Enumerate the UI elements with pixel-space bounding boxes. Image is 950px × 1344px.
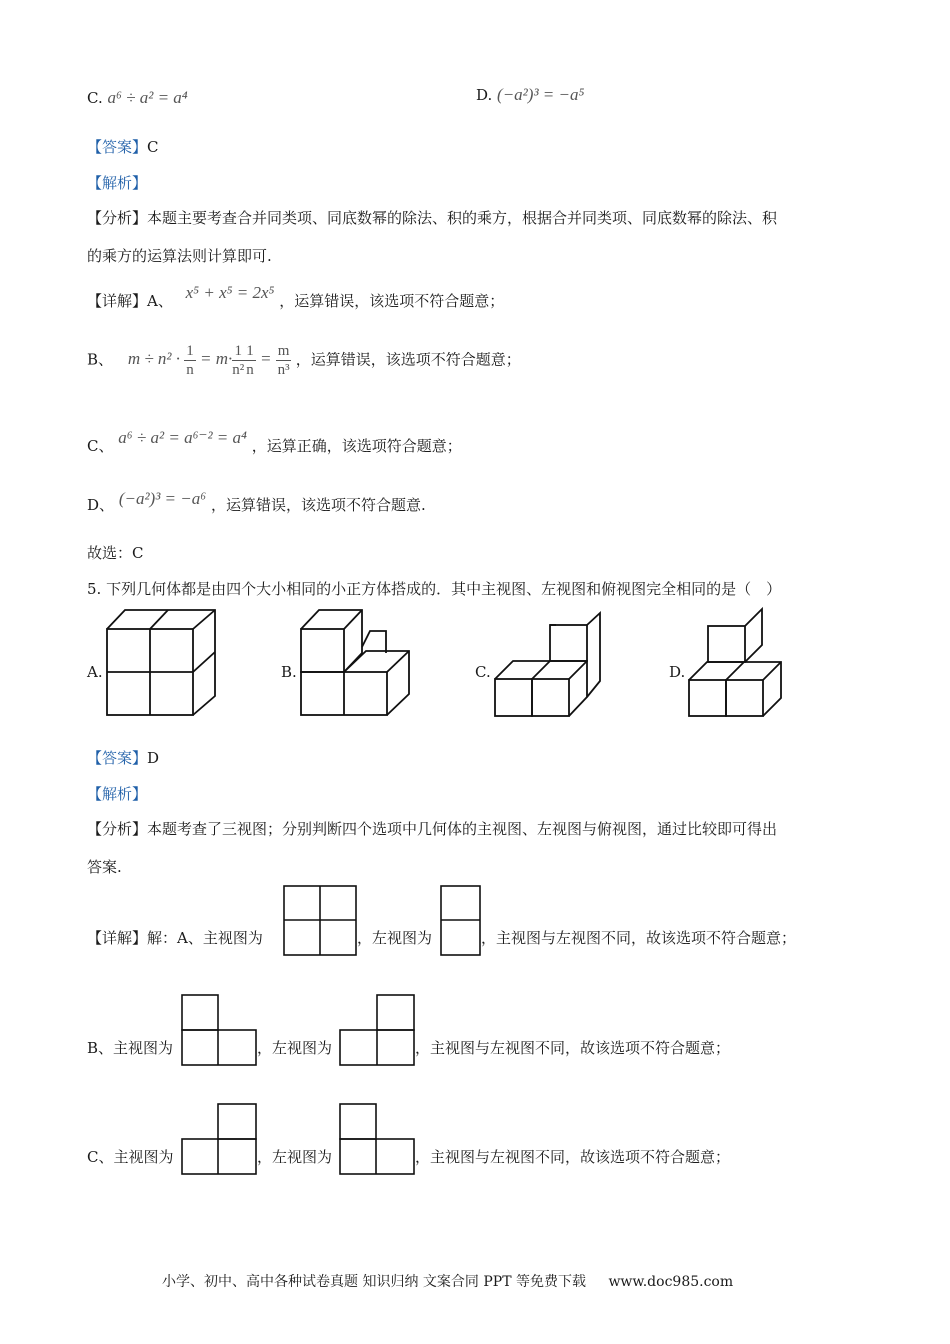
detail-c-end: ，主视图与左视图不同，故该选项不符合题意； bbox=[415, 1148, 731, 1166]
denominator: n bbox=[186, 362, 194, 378]
answer-tag: 【答案】 bbox=[87, 138, 148, 156]
fenxi-text: 本题主要考查合并同类项、同底数幂的除法、积的乘方，根据合并同类项、同底数幂的除法、积 bbox=[147, 209, 778, 227]
fenxi-line-2: 的乘方的运算法则计算即可. bbox=[87, 247, 272, 265]
xiangjie-tag: 【详解】 bbox=[87, 292, 148, 310]
solution-b bbox=[87, 342, 521, 379]
answer-tag: 【答案】 bbox=[87, 749, 148, 767]
option-d-label: D. bbox=[669, 663, 686, 681]
detail-b-mid: ，左视图为 bbox=[257, 1039, 333, 1057]
conclusion: 故选：C bbox=[87, 544, 144, 562]
fraction bbox=[232, 342, 244, 379]
solution-comment: ，运算错误，该选项不符合题意； bbox=[295, 350, 521, 369]
answer-value: C bbox=[147, 138, 159, 156]
detail-c-mid: ，左视图为 bbox=[257, 1148, 333, 1166]
q5-fenxi-line-1 bbox=[87, 818, 777, 839]
q5-fenxi-line-2: 答案. bbox=[87, 858, 122, 876]
option-label: B、 bbox=[87, 350, 114, 369]
option-label: D. bbox=[476, 86, 493, 104]
prev-option-d bbox=[476, 85, 584, 105]
math-part: m ÷ n² · bbox=[127, 349, 185, 369]
fenxi-text: 本题考查了三视图；分别判断四个选项中几何体的主视图、左视图与俯视图，通过比较即可得出 bbox=[147, 820, 778, 838]
xiangjie-tag: 【详解】 bbox=[87, 929, 148, 947]
solution-a bbox=[87, 283, 505, 311]
denominator: n² bbox=[232, 362, 245, 378]
math-expression: x⁵ + x⁵ = 2x⁵ bbox=[185, 283, 275, 302]
fenxi-line-1 bbox=[87, 207, 777, 228]
option-c-label: C. bbox=[475, 663, 491, 681]
solid-a-figure bbox=[106, 605, 246, 720]
footer bbox=[162, 1271, 733, 1291]
option-label: C、 bbox=[87, 437, 114, 455]
detail-b-start: B、主视图为 bbox=[87, 1039, 174, 1057]
option-a-label: A. bbox=[87, 663, 103, 681]
fraction bbox=[244, 342, 256, 379]
fenxi-tag: 【分析】 bbox=[87, 209, 148, 227]
numerator: 1 bbox=[232, 342, 244, 361]
solution-comment: ，运算正确，该选项符合题意； bbox=[251, 437, 462, 455]
math-expression: a⁶ ÷ a² = a⁶⁻² = a⁴ bbox=[118, 428, 247, 447]
detail-a-mid: ，左视图为 bbox=[357, 929, 433, 947]
answer-value: D bbox=[147, 749, 160, 767]
math-expression: (−a²)³ = −a⁶ bbox=[118, 489, 207, 508]
solution-d bbox=[87, 489, 426, 515]
fraction bbox=[276, 342, 292, 379]
view-b-left-grid bbox=[339, 994, 415, 1066]
fraction bbox=[184, 342, 196, 379]
solid-b-figure bbox=[300, 605, 440, 720]
math-expression: (−a²)³ = −a⁵ bbox=[497, 85, 585, 104]
view-c-left-grid bbox=[339, 1103, 415, 1175]
view-c-front-grid bbox=[181, 1103, 257, 1175]
numerator: 1 bbox=[186, 343, 194, 359]
prev-option-c bbox=[87, 88, 188, 108]
detail-c-start: C、主视图为 bbox=[87, 1148, 174, 1166]
view-a-left-grid bbox=[440, 885, 481, 956]
view-b-front-grid bbox=[181, 994, 257, 1066]
answer-line bbox=[87, 136, 159, 157]
option-label: A、 bbox=[147, 292, 173, 310]
solid-d-figure bbox=[688, 608, 828, 723]
question-stem: 5. 下列几何体都是由四个大小相同的小正方体搭成的．其中主视图、左视图和俯视图完全相同的是（ ） bbox=[87, 580, 782, 598]
detail-a-end: ，主视图与左视图不同，故该选项不符合题意； bbox=[481, 929, 797, 947]
math-expression: a⁶ ÷ a² = a⁴ bbox=[107, 88, 188, 107]
numerator: 1 bbox=[246, 343, 254, 359]
footer-url[interactable]: www.doc985.com bbox=[608, 1274, 734, 1290]
detail-a-start bbox=[87, 927, 263, 948]
q5-analysis-tag: 【解析】 bbox=[87, 785, 148, 803]
solution-comment: ，运算错误，该选项不符合题意. bbox=[210, 496, 426, 514]
denominator: n³ bbox=[277, 362, 290, 378]
math-part: = bbox=[255, 349, 276, 369]
view-a-front-grid bbox=[283, 885, 357, 956]
option-label: D、 bbox=[87, 496, 115, 514]
solution-comment: ，运算错误，该选项不符合题意； bbox=[279, 292, 505, 310]
footer-text: 小学、初中、高中各种试卷真题 知识归纳 文案合同 PPT 等免费下载 bbox=[162, 1274, 586, 1290]
math-expression bbox=[127, 343, 296, 378]
detail-text: 解：A、主视图为 bbox=[147, 929, 263, 947]
option-b-label: B. bbox=[281, 663, 297, 681]
solid-c-figure bbox=[494, 595, 634, 720]
numerator: m bbox=[277, 343, 290, 359]
analysis-tag: 【解析】 bbox=[87, 174, 148, 192]
detail-b-end: ，主视图与左视图不同，故该选项不符合题意； bbox=[415, 1039, 731, 1057]
denominator: n bbox=[246, 362, 254, 378]
solution-c bbox=[87, 428, 462, 456]
math-part: = m· bbox=[195, 349, 233, 369]
option-label: C. bbox=[87, 89, 103, 107]
q5-answer-line bbox=[87, 747, 159, 768]
fenxi-tag: 【分析】 bbox=[87, 820, 148, 838]
